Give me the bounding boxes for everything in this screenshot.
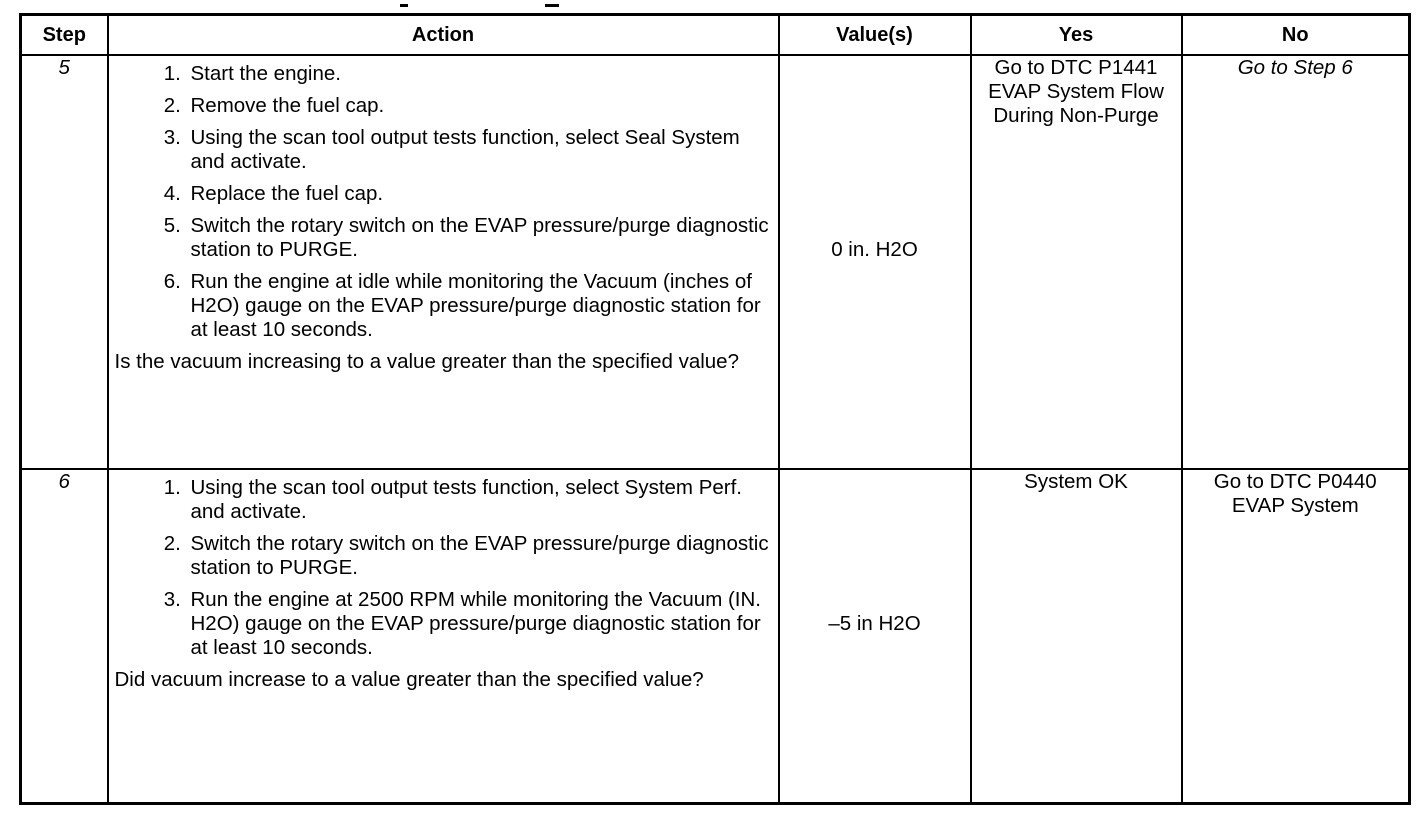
action-step: 2. Remove the fuel cap. (187, 94, 778, 118)
header-step: Step (21, 15, 108, 55)
action-step: 6. Run the engine at idle while monitoring the Vacuum (inches of H2O) gauge on the EVAP pressure/purge diagnostic station for at least 10 seconds. (187, 270, 778, 342)
value-text: –5 in H2O (828, 611, 921, 635)
action-cell (108, 469, 779, 804)
value-cell (779, 55, 971, 469)
step-number: 6 (21, 469, 108, 804)
action-step: 4. Replace the fuel cap. (187, 182, 778, 206)
action-step: 1. Using the scan tool output tests function, select System Perf. and activate. (187, 476, 778, 524)
action-step: 5. Switch the rotary switch on the EVAP pressure/purge diagnostic station to PURGE. (187, 214, 778, 262)
action-step: 1. Start the engine. (187, 62, 778, 86)
table-row-step-5 (21, 55, 1410, 469)
action-step: 3. Using the scan tool output tests function, select Seal System and activate. (187, 126, 778, 174)
step-number: 5 (21, 55, 108, 469)
header-no: No (1182, 15, 1410, 55)
action-question: Did vacuum increase to a value greater than the specified value? (114, 667, 704, 691)
scan-mark-right (545, 4, 559, 7)
yes-cell: Go to DTC P1441 EVAP System Flow During Non-Purge (971, 55, 1182, 469)
no-cell (1182, 55, 1410, 469)
action-step: 2. Switch the rotary switch on the EVAP pressure/purge diagnostic station to PURGE. (187, 532, 778, 580)
no-cell: Go to DTC P0440 EVAP System (1182, 469, 1410, 804)
header-values: Value(s) (779, 15, 971, 55)
no-text: Go to Step 6 (1237, 55, 1353, 79)
yes-cell: System OK (971, 469, 1182, 804)
action-question: Is the vacuum increasing to a value greater than the specified value? (114, 349, 739, 373)
value-cell (779, 469, 971, 804)
table-row-step-6 (21, 469, 1410, 804)
scan-mark-left (400, 4, 408, 7)
action-steps-list (109, 62, 778, 342)
header-action: Action (108, 15, 779, 55)
header-yes: Yes (971, 15, 1182, 55)
value-text: 0 in. H2O (831, 237, 918, 261)
diagnostic-table (19, 13, 1411, 805)
action-steps-list (109, 476, 778, 660)
header-row (21, 15, 1410, 55)
action-step: 3. Run the engine at 2500 RPM while monitoring the Vacuum (IN. H2O) gauge on the EVAP pressure/purge diagnostic station for at least 10 seconds. (187, 588, 778, 660)
action-cell (108, 55, 779, 469)
